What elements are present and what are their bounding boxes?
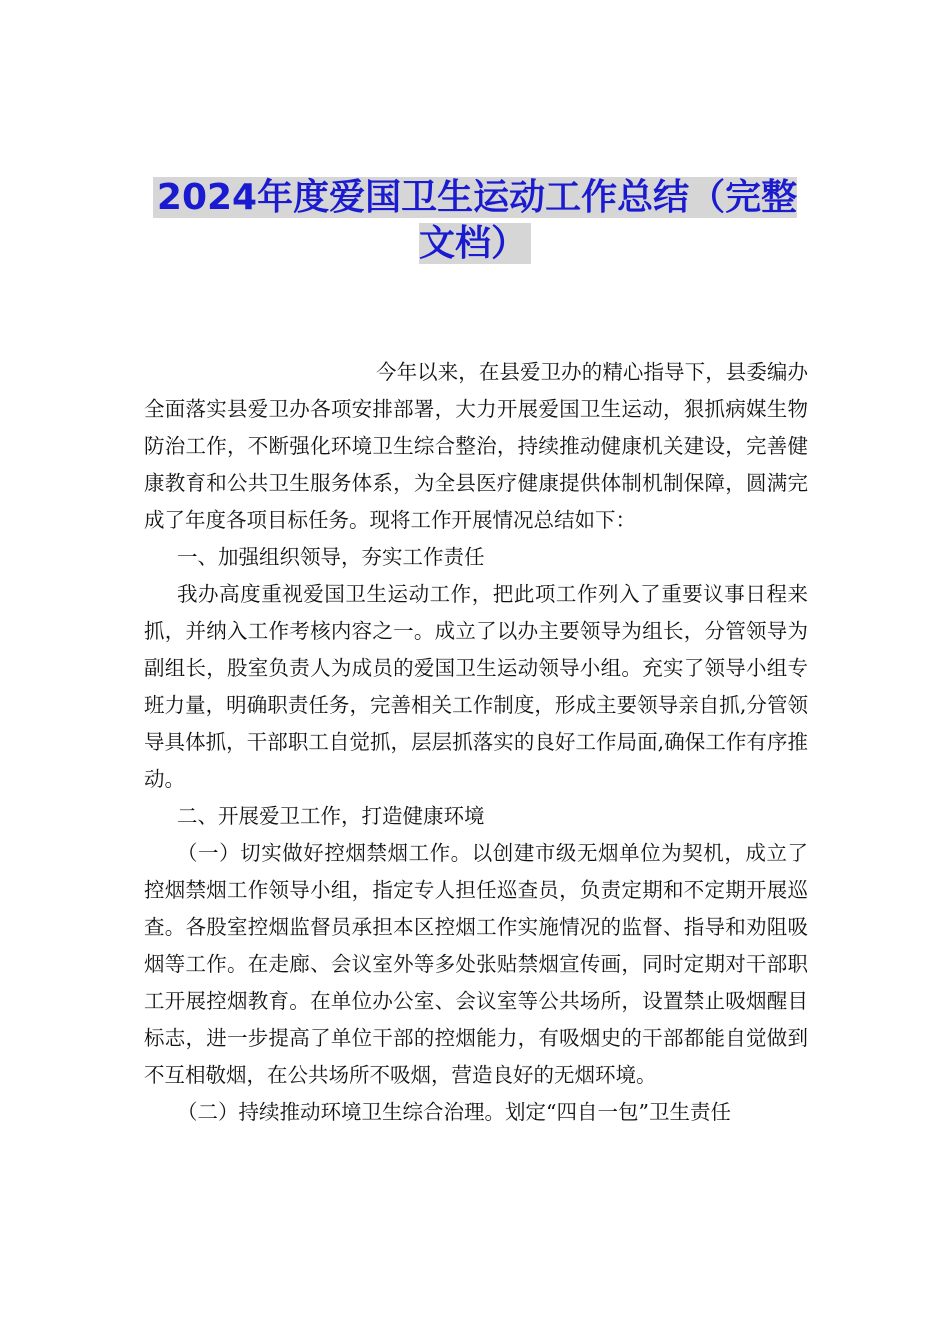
document-title: [144, 175, 806, 267]
paragraph-intro: 今年以来，在县爱卫办的精心指导下，县委编办全面落实县爱卫办各项安排部署，大力开展爱国卫生运动，狠抓病媒生物防治工作，不断强化环境卫生综合整治，持续推动健康机关建设，完善健康教育和公共卫生服务体系，为全县医疗健康提供体制机制保障，圆满完成了年度各项目标任务。现将工作开展情况总结如下：: [144, 360, 808, 532]
section-heading-2: 二、开展爱卫工作，打造健康环境: [177, 804, 485, 828]
section-heading-1: 一、加强组织领导，夯实工作责任: [177, 545, 485, 569]
paragraph-section-1: 我办高度重视爱国卫生运动工作，把此项工作列入了重要议事日程来抓，并纳入工作考核内容之一。成立了以办主要领导为组长，分管领导为副组长，股室负责人为成员的爱国卫生运动领导小组。充实了领导小组专班力量，明确职责任务，完善相关工作制度，形成主要领导亲自抓,分管领导具体抓，干部职工自觉抓，层层抓落实的良好工作局面,确保工作有序推动。: [144, 582, 808, 791]
paragraph-environment: （二）持续推动环境卫生综合治理。划定“四自一包”卫生责任: [177, 1100, 731, 1124]
paragraph-tobacco-control: （一）切实做好控烟禁烟工作。以创建市级无烟单位为契机，成立了控烟禁烟工作领导小组，指定专人担任巡查员，负责定期和不定期开展巡查。各股室控烟监督员承担本区控烟工作实施情况的监督、指导和劝阻吸烟等工作。在走廊、会议室外等多处张贴禁烟宣传画，同时定期对干部职工开展控烟教育。在单位办公室、会议室等公共场所，设置禁止吸烟醒目标志，进一步提高了单位干部的控烟能力，有吸烟史的干部都能自觉做到不互相敬烟，在公共场所不吸烟，营造良好的无烟环境。: [144, 841, 808, 1087]
title-text: 2024年度爱国卫生运动工作总结（完整文档）: [153, 177, 797, 264]
document-body: [144, 354, 808, 1131]
